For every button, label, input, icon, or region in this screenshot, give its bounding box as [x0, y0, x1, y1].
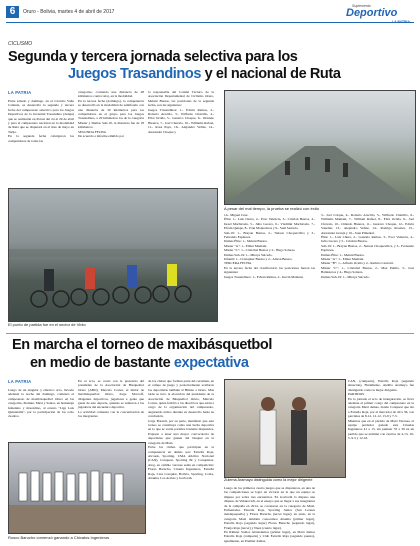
- headline2-rest: en medio de bastante: [30, 355, 174, 371]
- photo4-caption: Rosco Barucho comenzó ganando a Chivatos Ingenieros: [8, 535, 110, 540]
- headline-rest: y el nacional de Ruta: [201, 66, 341, 82]
- article1-col1: Entre sábado y domingo, en el Circuito Valle Caliente, se desarrolló la segunda y tercera fecha del campeonato selectivo para los Juegos Deportivos de la Juventud Trasandina (Jadeju) que se realizarán en Potosí del 24 al 29 de abril y para el campeonato nacional en la modalidad de Ruta que se disputará en el mes de mayo en Tarija. En la segunda fecha cabalgaron los competidores de todas las: [8, 99, 74, 143]
- headline2-highlight: expectativa: [173, 355, 249, 371]
- headline-1: Segunda y tercera jornada selectiva para los: [8, 49, 298, 65]
- award-illustration: [225, 380, 345, 477]
- award-photo: [224, 379, 346, 478]
- article2-col2: En el acto, se contó con la presencia del presidente de la Asociación de Básquetbol Oruro (ABO), Marcelo Cortez, el titular de maxibásquetbol Oruro, Jorge Morcoff, dirigentes deportivos, jugadores e gente que gusta de este deporte, quienes se sumaron a las jugadoras del encuentro deportivo. La actividad comenzó con la concentración de los integrantes: [78, 379, 144, 419]
- road-illustration: [225, 91, 415, 204]
- cycling-photo-weather: [224, 90, 416, 205]
- kicker: CICLISMO: [8, 41, 33, 47]
- article2-col1: Luego de un singular y emotivo acto, llevado adelante la noche del domingo, comenzó el campeonato de maxibásquetbol Oruro en las categorías, Premier, Maxi y Senior, en homenaje femenino y masculino, al evento "Liga Luis Quintanilla", por la participación de los ocho cuadros.: [8, 388, 75, 419]
- article2-col5: CAN, (campeón), Estrella Roja (segundo situación), Finalmente, Ateliba Aramayo fue distinguido como la mejor dirigente. PARTIDOS En la jornada el acto de inauguración, se llevó adelante el primer cotejo del campeonato en la categoría Maxi damas, donde Conquest que sin a Estrella Roja, por el marcador de 40 a 36, con parciales de 8-12, 12-12, 13-9 y 7-3. Mientras que en el partido de Maxi Varones, el equipo perdedor ganado esta Ciruelas Ingenieros 41 a 13, sin puntuar 35 a 39 en un partido que se terminó con cuartos de 4-13, 16-5, 9-5 y 12-16.: [348, 379, 414, 441]
- basketball-photo: [8, 442, 146, 534]
- supplement-top: Suplemento: [352, 4, 371, 8]
- article2-col3: de los clubes que forman parte del certamen, en el campo de juego y posteriormente acallaron los deportistas también al Himno a Oruro. Más tarde se tuvo la alocución del presidente de la Asociación de Básquetbol Oruro, Marcelo Cortez, quien felicitó a los directivos que están a cargo de la organización del campeonato, augurando éxitos durante su desarrollo hasta su conclusión. Jorge Borenil, por su parte, manifestó que este torneo se constituye como una lucha deportiva en la que se verán partidos bastante disputados. Expresó a tener una mayor convocatoria de deportistas que gusten del básquet en la categoría de Maxi. Entre los clubes que participan en la competencia en damas son: Estrella Roja, Alcotek, Sporting, CMA Atlético Nacional (CAN), Conquest, Sporting JR y Conquistas. Alog, en cambio varones están en competición: Flores Barucho, Ciruela Ingenieros, Estrella Roja, Cass Conquist, Bolivia, Sporting, Cobra, Alsuma, Los Arabes y Gorborth.: [148, 379, 215, 480]
- headline-2: [68, 66, 340, 82]
- headline2-line1: En marcha el torneo de maxibásquetbol: [12, 337, 272, 353]
- page-number-box: [6, 6, 19, 18]
- section-divider: [6, 333, 414, 334]
- photo3-caption: Zulema Aramayo distinguida como la mejor dirigente: [224, 478, 313, 482]
- headline2-line2: [30, 355, 248, 371]
- photo1-caption: El punto de partida fue en el sector de Vinto: [8, 322, 86, 327]
- supplement-logo: Deportivo: [346, 7, 398, 19]
- article1-col4: 14.- Miguel Cruz. Élite: 1.- Luis Chura, 2.- Ever Valencia, 3.- Cristian Bustos, 4.- Israel Machicado, 5.- Julio Lucero, 6.- Vladimir Machicado, 7.- Efraín Quispe, 8.- Iván Montecinos y 9.- Saúl Serrudo. Sub-19: 1.- Brayan Bustos, 2.- Nelson Choquevillca y 3.- Fernando Espinoza. Damas Élite: 1.- Melani Bustos. Máster "A": 1.- Eimer Mamani. Máster "C": 1.- Cristóbal Bustos y 2.- Hugo Solares. Damas Sub-19: 1.- Mireya Salcedo. Infantil: 1.- Cristopher Bustos y 2.- Alison Bustos. TERCERA FECHA En la tercera fecha del clasificatorio las posiciones fueron las siguientes: Juegos Trasandinos: 1.- Edwin Ramos, 2.- Kevin Mamani,: [224, 213, 315, 279]
- cycling-photo-start: [8, 188, 218, 322]
- page-number: 6: [9, 6, 16, 17]
- article1-col5: 3.- Joel Colque, 4.- Roberto Aracillo, 5.- Wilfredo Chatrillo, 6.- Williams Mamani, 7.- William Rafael, 8.- Eliot Ocaña, 9.- Joel Chavalo, 10.- Orlando Huanca, 11.- Gustavo Choque, 12.- Edwin Vanellar, 13.- Alejandro Velizé, 14.- Rodrigo Rosales, 15.- Alexander Granja y 16.- Juan Pimentel. Élite: 1.- Luis Chura, 2.- Gonzalo Ramos, 3.- Ever Valencia, 4.- Julio Lucero y 5.- Cristian Bustos. Sub-19: 1.- Brayan Bustos, 2.- Nelson Choquevillca, y 3.- Fernando Espinoza. Damas Élite: 1.- Melani Bustos. Máster "A": 1.- Eimer Mamani. Máster "B": 1.- Alfredo Ocaña y 2.- Ramiro Canaviri. Máster "C": 1.- Cristóbal Bustos, 2.- Max Patiño, 3.- José Ballesteros y 4.- Hugo Solares. Damas Sub-19: 1.- Mireya Salcedo.: [321, 213, 414, 279]
- section-label-2: LA PATRIA: [8, 379, 32, 384]
- photo2-caption: A pesar del mal tiempo, la prueba se realizó con éxito: [224, 206, 319, 211]
- article1-col3: la responsable del Comité Técnico de la Asociación Departamental de Ciclismo Oruro, Melani Bustos, las posiciones de la segunda fecha, son las siguientes: Juegos Trasandinos: 1.- Edwin Ramos, 2.- Roberto Aracillo, 3.- Wilfredo Chatrillo, 4.- Eliot Ocaña, 5.- Gustavo Choque, 6.- Orlando Huanca, 7.- Joel Chavalo, 10.- Williams Rafael, 11.- Rosa Paye, 16.- Alejandro Velizé, 14.- Alexander Choque y: [148, 90, 214, 134]
- cyclists-illustration: [9, 189, 217, 321]
- article1-col2: categorías, corriendo una distancia de 28 kilómetros contra reloj, en la modalidad. En la tercera fecha (domingo), la competencia se desarrolló en la modalidad de semifondo con una distancia de 30 kilómetros para los competidores en el grupo para los Juegos Trasandinos, a 20 kilómetros los de la categoría Máster y Damas Sub-19, la distancia fue de 18 kilómetros. SEGUNDA FECHA De acuerdo a informe emitido por: [78, 90, 144, 139]
- dateline: Oruro - Bolivia, martes 4 de abril de 2017: [23, 9, 115, 15]
- headline-highlight: Juegos Trasandinos: [68, 66, 202, 82]
- article2-col4: Luego de los primeros cuatro juegos que se disputaron, en una de las competiciones se logró en victoria en la que un equipo se impuso por sobre tres encuentros. En Gorborth la dispuso una dispuso de Vidakovich, en el ensayo que se llegar a sus integrantes de la campaña en 2014, se coronaron en la categoría de Maxi. Enfrentados Estrella Roja, Sporting Junior (San Leones tiendapequeño) y Flores Barucho (tercer lugar), en tanto, en la categoría Maxi también conocemos Alsuma (primer lugar), Estrella Roja (segundo lugar) Flores Barucho (segundo lugar), Franja Roja (tercer) y Nuex (cuarto lugar). En Rimeur Somos Abrandamos (primer lugar), en Maxi damos Estrella Roja (campeón) y Club Estrella Roja (segundo puesto), igualmente, en Premier damas,: [224, 486, 315, 543]
- players-illustration: [9, 443, 145, 533]
- header-rule: [6, 22, 414, 23]
- section-label: LA PATRIA: [8, 90, 32, 95]
